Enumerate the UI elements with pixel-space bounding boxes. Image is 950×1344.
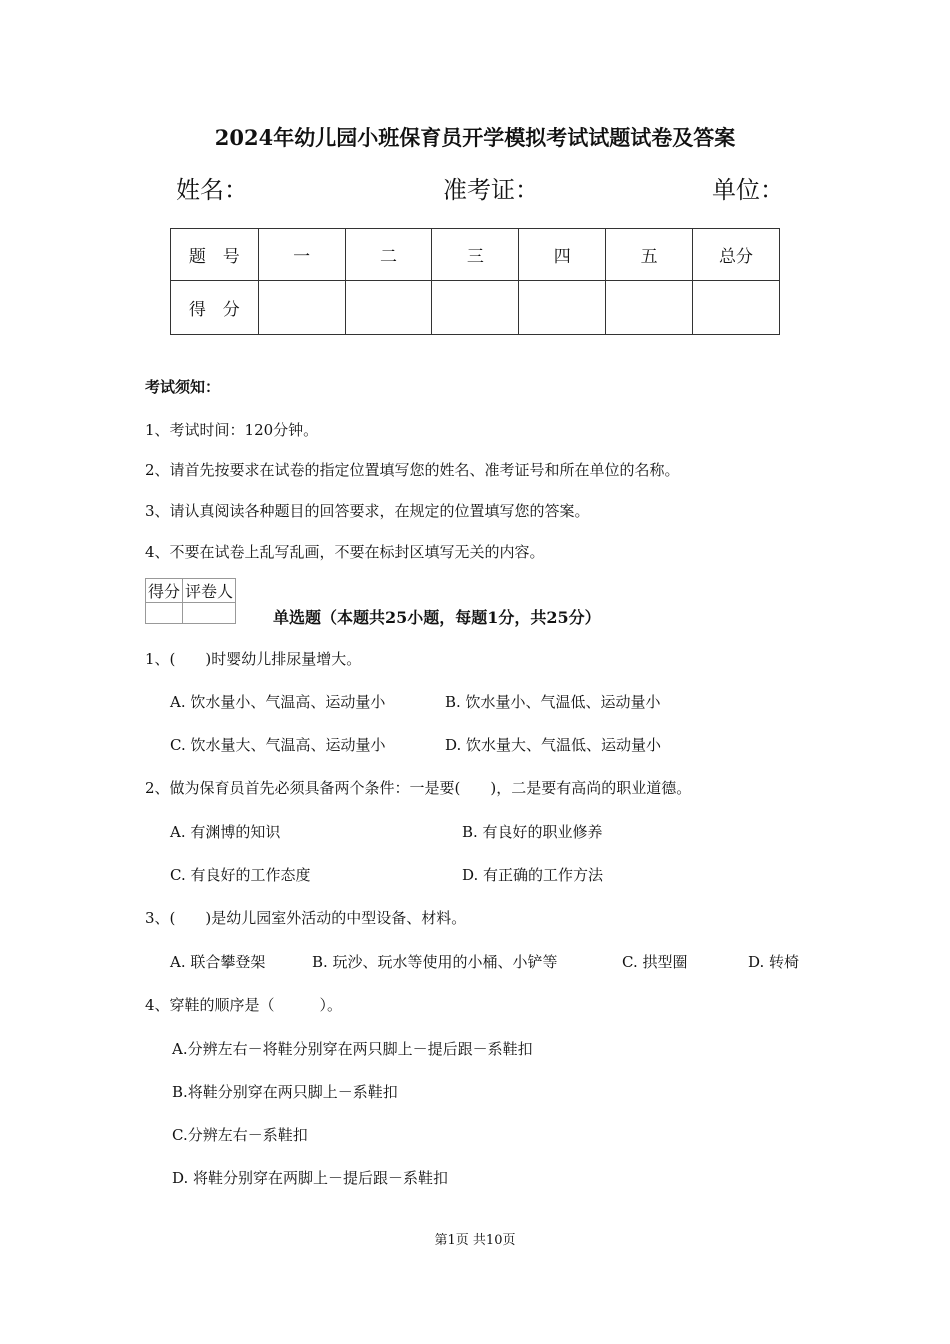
option[interactable]: B. 饮水量小、气温低、运动量小 [445,693,661,711]
note-item: 4、不要在试卷上乱写乱画，不要在标封区填写无关的内容。 [145,543,545,561]
header-cell: 三 [432,229,519,281]
option[interactable]: A. 有渊博的知识 [170,823,281,841]
option[interactable]: A.分辨左右－将鞋分别穿在两只脚上－提后跟－系鞋扣 [172,1040,533,1058]
question-stem: 4、穿鞋的顺序是（ ）。 [145,996,343,1014]
unit-label: 单位： [712,176,784,204]
question-stem: 2、做为保育员首先必须具备两个条件：一是要( )，二是要有高尚的职业道德。 [145,779,692,797]
exam-id-label: 准考证： [443,176,539,204]
score-table [170,228,780,335]
header-cell: 四 [519,229,606,281]
header-cell: 总分 [693,229,780,281]
page-title: 2024年幼儿园小班保育员开学模拟考试试题试卷及答案 [214,125,736,150]
grader-box [145,578,236,624]
score-cell[interactable] [693,281,780,335]
score-cell[interactable] [345,281,432,335]
header-cell: 二 [345,229,432,281]
question-stem: 3、( )是幼儿园室外活动的中型设备、材料。 [145,909,467,927]
option[interactable]: C.分辨左右－系鞋扣 [172,1126,308,1144]
header-cell: 五 [606,229,693,281]
note-item: 1、考试时间：120分钟。 [145,421,319,439]
option[interactable]: A. 联合攀登架 [170,953,266,971]
option[interactable]: B. 玩沙、玩水等使用的小桶、小铲等 [312,953,558,971]
score-cell[interactable] [432,281,519,335]
option[interactable]: D. 转椅 [748,953,800,971]
score-cell[interactable] [258,281,345,335]
grader-score-cell[interactable] [146,603,183,624]
option[interactable]: D. 将鞋分别穿在两脚上－提后跟－系鞋扣 [172,1169,449,1187]
grader-name-cell[interactable] [183,603,236,624]
option[interactable]: D. 饮水量大、气温低、运动量小 [445,736,662,754]
header-cell: 题 号 [171,229,259,281]
page-footer: 第1页 共10页 [434,1233,516,1248]
header-cell: 一 [258,229,345,281]
name-label: 姓名： [176,176,248,204]
option[interactable]: C. 有良好的工作态度 [170,866,311,884]
option[interactable]: C. 饮水量大、气温高、运动量小 [170,736,386,754]
section-title: 单选题（本题共25小题，每题1分，共25分） [273,608,601,627]
score-cell[interactable] [519,281,606,335]
option[interactable]: C. 拱型圈 [622,953,688,971]
option[interactable]: D. 有正确的工作方法 [462,866,604,884]
notes-heading: 考试须知： [145,378,221,396]
option[interactable]: A. 饮水量小、气温高、运动量小 [170,693,386,711]
question-stem: 1、( )时婴幼儿排尿量增大。 [145,650,362,668]
grader-name-label: 评卷人 [183,579,236,603]
row-label: 得 分 [171,281,259,335]
option[interactable]: B.将鞋分别穿在两只脚上－系鞋扣 [172,1083,398,1101]
note-item: 3、请认真阅读各种题目的回答要求，在规定的位置填写您的答案。 [145,502,590,520]
score-table-score-row [171,281,780,335]
option[interactable]: B. 有良好的职业修养 [462,823,603,841]
score-table-header-row [171,229,780,281]
grader-score-label: 得分 [146,579,183,603]
score-cell[interactable] [606,281,693,335]
note-item: 2、请首先按要求在试卷的指定位置填写您的姓名、准考证号和所在单位的名称。 [145,461,680,479]
